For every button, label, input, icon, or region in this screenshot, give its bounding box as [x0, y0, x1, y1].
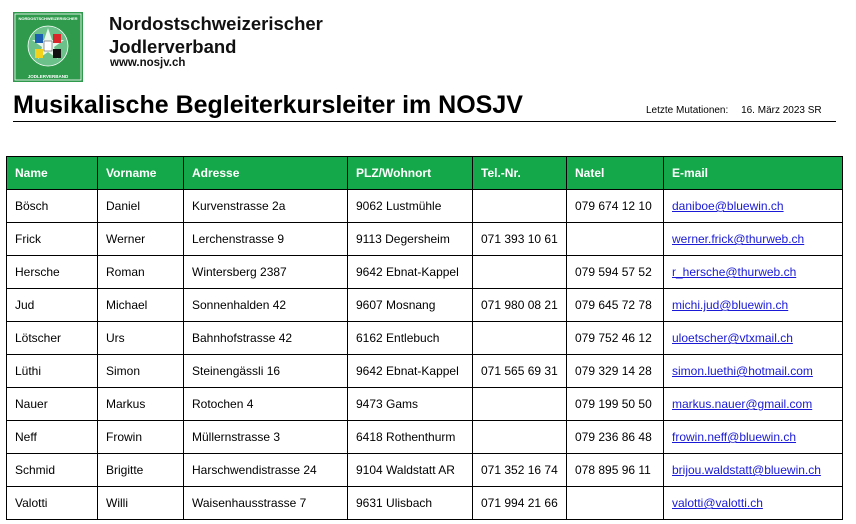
cell-adresse: Waisenhausstrasse 7 — [184, 487, 348, 520]
org-website[interactable]: www.nosjv.ch — [110, 57, 186, 69]
organization-name — [109, 12, 323, 58]
cell-ort: 9607 Mosnang — [348, 289, 473, 322]
cell-tel: 071 352 16 74 — [473, 454, 567, 487]
cell-vorname: Willi — [98, 487, 184, 520]
cell-tel — [473, 388, 567, 421]
cell-natel: 079 752 46 12 — [567, 322, 664, 355]
table-row — [7, 421, 843, 454]
cell-natel: 079 674 12 10 — [567, 190, 664, 223]
org-name-line1: Nordostschweizerischer — [109, 13, 323, 34]
email-link[interactable]: frowin.neff@bluewin.ch — [672, 430, 797, 444]
table-row — [7, 256, 843, 289]
cell-name: Lötscher — [7, 322, 98, 355]
email-link[interactable]: valotti@valotti.ch — [672, 496, 763, 510]
cell-name: Schmid — [7, 454, 98, 487]
cell-name: Neff — [7, 421, 98, 454]
cell-adresse: Rotochen 4 — [184, 388, 348, 421]
cell-natel: 079 594 57 52 — [567, 256, 664, 289]
cell-natel: 079 199 50 50 — [567, 388, 664, 421]
cell-natel: 079 645 72 78 — [567, 289, 664, 322]
cell-vorname: Brigitte — [98, 454, 184, 487]
title-underline — [13, 121, 836, 122]
cell-adresse: Wintersberg 2387 — [184, 256, 348, 289]
cell-natel: 079 329 14 28 — [567, 355, 664, 388]
cell-adresse: Kurvenstrasse 2a — [184, 190, 348, 223]
column-header-natel: Natel — [567, 157, 664, 190]
column-header-name: Name — [7, 157, 98, 190]
cell-adresse: Lerchenstrasse 9 — [184, 223, 348, 256]
last-mutation — [646, 105, 822, 116]
cell-ort: 9473 Gams — [348, 388, 473, 421]
cell-email — [664, 355, 843, 388]
cell-name: Hersche — [7, 256, 98, 289]
cell-vorname: Frowin — [98, 421, 184, 454]
cell-name: Bösch — [7, 190, 98, 223]
column-header-plz-wohnort: PLZ/Wohnort — [348, 157, 473, 190]
email-link[interactable]: brijou.waldstatt@bluewin.ch — [672, 463, 821, 477]
logo-text-top: NORDOSTSCHWEIZERISCHER — [18, 16, 78, 21]
table-row — [7, 223, 843, 256]
cell-vorname: Werner — [98, 223, 184, 256]
table-row — [7, 355, 843, 388]
mutation-label: Letzte Mutationen: — [646, 105, 729, 116]
cell-name: Valotti — [7, 487, 98, 520]
cell-email — [664, 388, 843, 421]
cell-tel: 071 565 69 31 — [473, 355, 567, 388]
cell-ort: 9642 Ebnat-Kappel — [348, 256, 473, 289]
cell-email — [664, 454, 843, 487]
cell-natel — [567, 487, 664, 520]
cell-name: Frick — [7, 223, 98, 256]
logo-text-bottom: JODLERVERBAND — [27, 74, 69, 79]
cell-email — [664, 487, 843, 520]
cell-tel: 071 994 21 66 — [473, 487, 567, 520]
cell-ort: 9062 Lustmühle — [348, 190, 473, 223]
instructor-table — [6, 156, 843, 520]
cell-adresse: Steinengässli 16 — [184, 355, 348, 388]
cell-ort: 6418 Rothenthurm — [348, 421, 473, 454]
cell-email — [664, 190, 843, 223]
cell-natel: 078 895 96 11 — [567, 454, 664, 487]
cell-email — [664, 289, 843, 322]
page-title: Musikalische Begleiterkursleiter im NOSJV — [13, 91, 523, 119]
cell-name: Jud — [7, 289, 98, 322]
cell-tel — [473, 421, 567, 454]
cell-vorname: Simon — [98, 355, 184, 388]
cell-tel — [473, 256, 567, 289]
cell-ort: 9113 Degersheim — [348, 223, 473, 256]
cell-vorname: Markus — [98, 388, 184, 421]
table-row — [7, 454, 843, 487]
cell-email — [664, 322, 843, 355]
cell-tel — [473, 322, 567, 355]
cell-adresse: Harschwendistrasse 24 — [184, 454, 348, 487]
cell-adresse: Bahnhofstrasse 42 — [184, 322, 348, 355]
cell-email — [664, 223, 843, 256]
cell-email — [664, 256, 843, 289]
mutation-date: 16. März 2023 SR — [741, 105, 822, 116]
table-row — [7, 487, 843, 520]
cell-vorname: Roman — [98, 256, 184, 289]
cell-vorname: Michael — [98, 289, 184, 322]
email-link[interactable]: r_hersche@thurweb.ch — [672, 265, 797, 279]
cell-tel: 071 980 08 21 — [473, 289, 567, 322]
cell-name: Nauer — [7, 388, 98, 421]
cell-tel — [473, 190, 567, 223]
email-link[interactable]: simon.luethi@hotmail.com — [672, 364, 813, 378]
cell-ort: 9631 Ulisbach — [348, 487, 473, 520]
cell-vorname: Daniel — [98, 190, 184, 223]
cell-adresse: Müllernstrasse 3 — [184, 421, 348, 454]
table-header-row — [7, 157, 843, 190]
table-row — [7, 388, 843, 421]
column-header-adresse: Adresse — [184, 157, 348, 190]
column-header-email: E-mail — [664, 157, 843, 190]
table-row — [7, 289, 843, 322]
table-row — [7, 190, 843, 223]
table-row — [7, 322, 843, 355]
cell-natel — [567, 223, 664, 256]
cell-vorname: Urs — [98, 322, 184, 355]
cell-adresse: Sonnenhalden 42 — [184, 289, 348, 322]
association-crest-icon — [13, 12, 83, 82]
cell-ort: 6162 Entlebuch — [348, 322, 473, 355]
cell-name: Lüthi — [7, 355, 98, 388]
email-link[interactable]: michi.jud@bluewin.ch — [672, 298, 789, 312]
cell-ort: 9642 Ebnat-Kappel — [348, 355, 473, 388]
email-link[interactable]: uloetscher@vtxmail.ch — [672, 331, 793, 345]
cell-email — [664, 421, 843, 454]
column-header-tel: Tel.-Nr. — [473, 157, 567, 190]
email-link[interactable]: daniboe@bluewin.ch — [672, 199, 784, 213]
column-header-vorname: Vorname — [98, 157, 184, 190]
email-link[interactable]: markus.nauer@gmail.com — [672, 397, 813, 411]
email-link[interactable]: werner.frick@thurweb.ch — [672, 232, 805, 246]
cell-ort: 9104 Waldstatt AR — [348, 454, 473, 487]
cell-tel: 071 393 10 61 — [473, 223, 567, 256]
cell-natel: 079 236 86 48 — [567, 421, 664, 454]
org-name-line2: Jodlerverband — [109, 36, 237, 57]
